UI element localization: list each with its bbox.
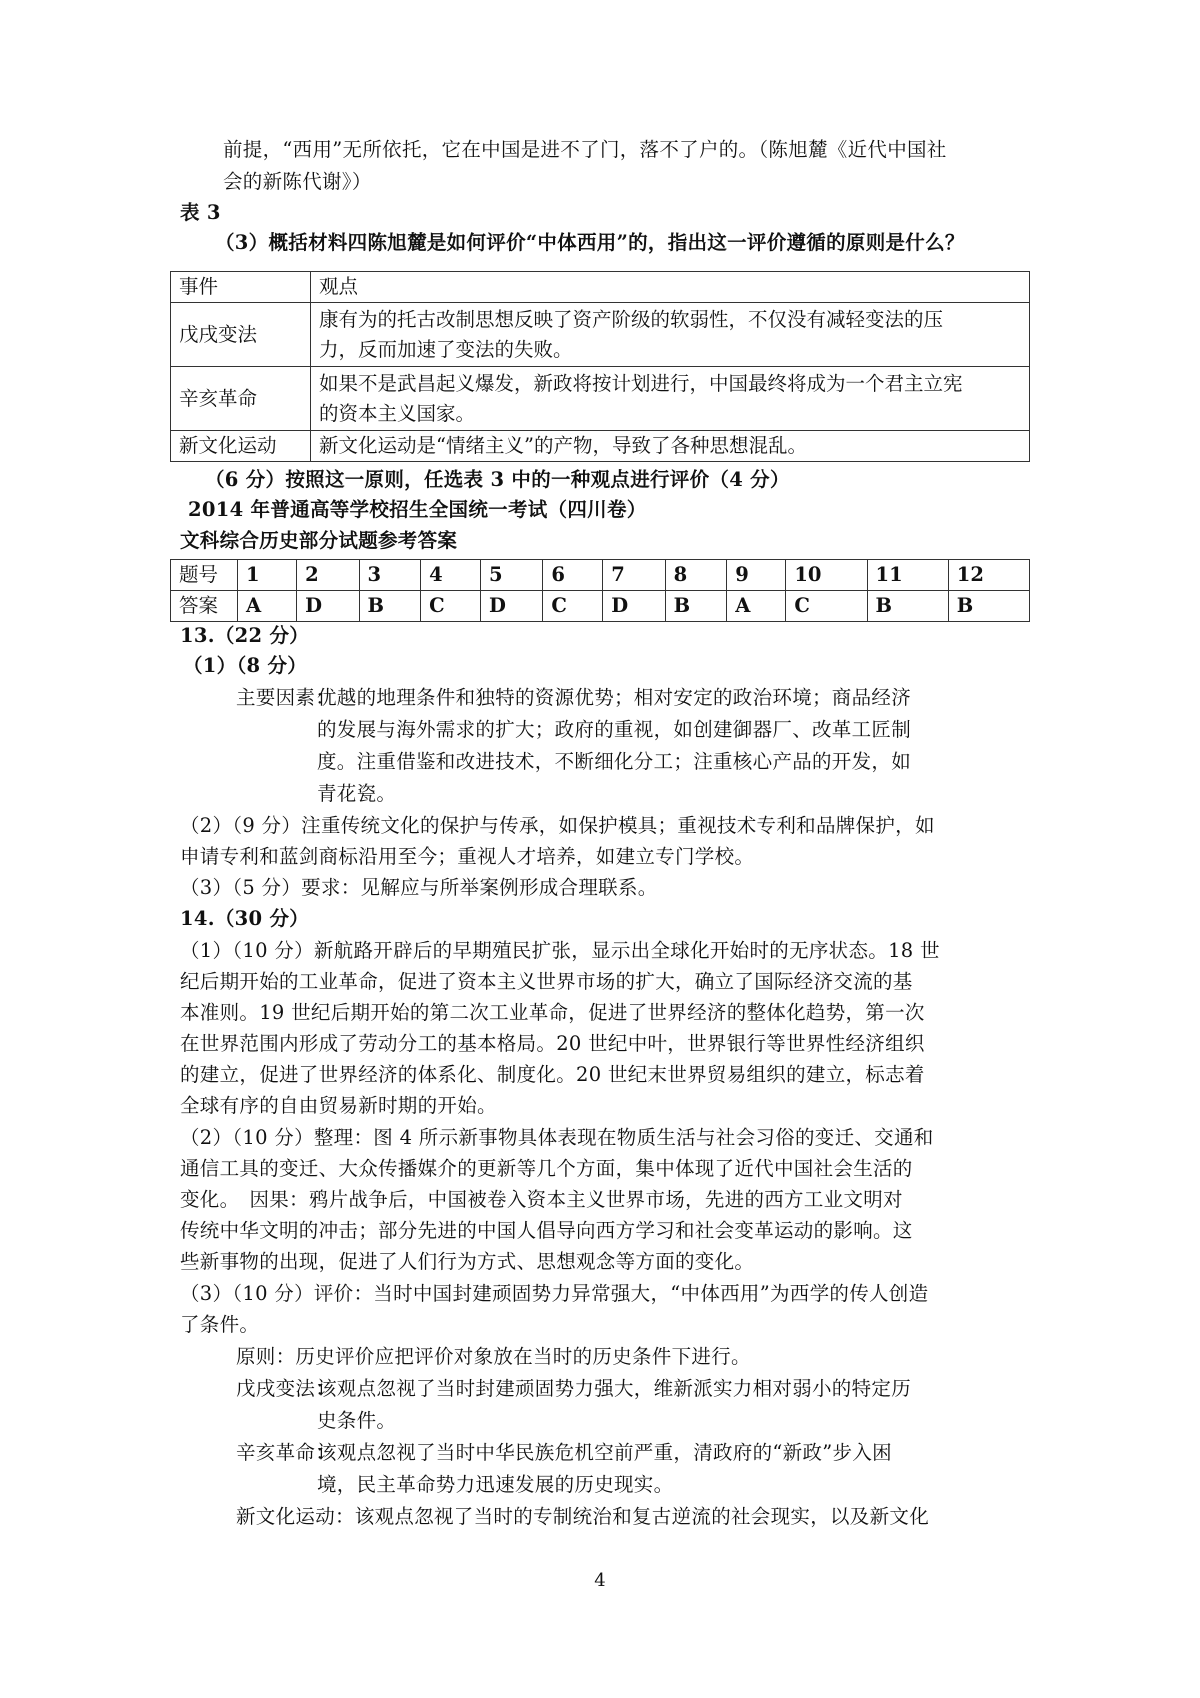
answer-line: （2）（9 分）注重传统文化的保护与传承，如保护模具；重视技术专利和品牌保护，如 xyxy=(180,814,935,837)
wuxu-label: 戊戌变法： xyxy=(236,1377,336,1400)
question-number-cell: 12 xyxy=(948,560,1029,591)
event-cell: 新文化运动 xyxy=(171,431,311,462)
table-row xyxy=(171,303,1030,367)
answer-line: 通信工具的变迁、大众传播媒介的更新等几个方面，集中体现了近代中国社会生活的 xyxy=(180,1157,913,1180)
event-cell: 戊戌变法 xyxy=(171,303,311,367)
question-number-cell: 4 xyxy=(421,560,481,591)
viewpoint-cell xyxy=(311,367,1030,431)
exam-title: 2014 年普通高等学校招生全国统一考试（四川卷） xyxy=(188,498,647,521)
answer-cell: D xyxy=(480,591,542,622)
answer-line: 的建立，促进了世界经济的体系化、制度化。20 世纪末世界贸易组织的建立，标志着 xyxy=(180,1063,925,1086)
principle-line: 原则：历史评价应把评价对象放在当时的历史条件下进行。 xyxy=(236,1345,751,1368)
xinhai-label: 辛亥革命： xyxy=(236,1441,336,1464)
answer-line: 申请专利和蓝剑商标沿用至今；重视人才培养，如建立专门学校。 xyxy=(180,845,755,868)
header-cell: 事件 xyxy=(171,272,311,303)
answer-line: 纪后期开始的工业革命，促进了资本主义世界市场的扩大，确立了国际经济交流的基 xyxy=(180,970,913,993)
answer-cell: B xyxy=(665,591,727,622)
q13-header: 13.（22 分） xyxy=(180,624,310,647)
table-row xyxy=(171,367,1030,431)
answer-line: 本准则。19 世纪后期开始的第二次工业革命，促进了世界经济的整体化趋势，第一次 xyxy=(180,1001,925,1024)
answer-line: 该观点忽视了当时中华民族危机空前严重，清政府的“新政”步入困 xyxy=(317,1441,892,1464)
viewpoint-line: 如果不是武昌起义爆发，新政将按计划进行，中国最终将成为一个君主立宪 xyxy=(319,371,963,395)
answer-line: 优越的地理条件和独特的资源优势；相对安定的政治环境；商品经济 xyxy=(317,686,912,709)
answer-line: 青花瓷。 xyxy=(317,782,397,805)
viewpoint-line: 的资本主义国家。 xyxy=(319,401,476,425)
answer-title: 文科综合历史部分试题参考答案 xyxy=(180,529,458,552)
question-number-cell: 1 xyxy=(238,560,297,591)
viewpoint-cell: 新文化运动是“情绪主义”的产物，导致了各种思想混乱。 xyxy=(311,431,1030,462)
viewpoint-cell xyxy=(311,303,1030,367)
answer-table xyxy=(170,559,1030,622)
material-text-line: 会的新陈代谢》） xyxy=(223,170,372,193)
q14-header: 14.（30 分） xyxy=(180,907,310,930)
question-number-cell: 5 xyxy=(480,560,542,591)
answer-cell: A xyxy=(727,591,786,622)
q13-part1-label: 主要因素： xyxy=(236,686,336,709)
question-3-tail: （6 分）按照这一原则，任选表 3 中的一种观点进行评价（4 分） xyxy=(205,468,790,491)
answer-cell: B xyxy=(359,591,421,622)
answer-line: 该观点忽视了当时封建顽固势力强大，维新派实力相对弱小的特定历 xyxy=(317,1377,912,1400)
table-row xyxy=(171,431,1030,462)
question-number-cell: 2 xyxy=(297,560,359,591)
answer-cell: C xyxy=(421,591,481,622)
answer-line: 变化。 因果：鸦片战争后，中国被卷入资本主义世界市场，先进的西方工业文明对 xyxy=(180,1188,903,1211)
answer-line: 了条件。 xyxy=(180,1313,260,1336)
question-number-cell: 3 xyxy=(359,560,421,591)
answer-cell: D xyxy=(603,591,665,622)
answer-cell: B xyxy=(948,591,1029,622)
answer-line: 全球有序的自由贸易新时期的开始。 xyxy=(180,1094,497,1117)
question-number-cell: 8 xyxy=(665,560,727,591)
viewpoint-line: 力，反而加速了变法的失败。 xyxy=(319,337,573,361)
row-label: 答案 xyxy=(171,591,238,622)
answer-line: 度。注重借鉴和改进技术，不断细化分工；注重核心产品的开发，如 xyxy=(317,750,912,773)
material-text-line: 前提，“西用”无所依托，它在中国是进不了门，落不了户的。（陈旭麓《近代中国社 xyxy=(223,138,947,161)
answer-line: （2）（10 分）整理：图 4 所示新事物具体表现在物质生活与社会习俗的变迁、交通和 xyxy=(180,1126,934,1149)
answer-line: （3）（10 分）评价：当时中国封建顽固势力异常强大，“中体西用”为西学的传人创造 xyxy=(180,1282,929,1305)
q13-part1-header: （1）（8 分） xyxy=(183,654,308,677)
answer-line: 新文化运动：该观点忽视了当时的专制统治和复古逆流的社会现实，以及新文化 xyxy=(236,1505,930,1528)
answer-line: 在世界范围内形成了劳动分工的基本格局。20 世纪中叶，世界银行等世界性经济组织 xyxy=(180,1032,925,1055)
event-cell: 辛亥革命 xyxy=(171,367,311,431)
table-caption: 表 3 xyxy=(180,201,221,224)
question-number-cell: 10 xyxy=(786,560,867,591)
page-number: 4 xyxy=(594,1570,606,1591)
answer-cell: A xyxy=(238,591,297,622)
answer-cell: C xyxy=(786,591,867,622)
answer-row xyxy=(171,591,1030,622)
answer-cell: B xyxy=(867,591,948,622)
answer-line: 的发展与海外需求的扩大；政府的重视，如创建御器厂、改革工匠制 xyxy=(317,718,912,741)
row-label: 题号 xyxy=(171,560,238,591)
question-number-cell: 7 xyxy=(603,560,665,591)
table-3 xyxy=(170,271,1030,462)
header-cell: 观点 xyxy=(311,272,1030,303)
table-header-row xyxy=(171,272,1030,303)
question-number-cell: 6 xyxy=(543,560,603,591)
answer-line: 些新事物的出现，促进了人们行为方式、思想观念等方面的变化。 xyxy=(180,1250,755,1273)
question-number-cell: 11 xyxy=(867,560,948,591)
question-3: （3）概括材料四陈旭麓是如何评价“中体西用”的，指出这一评价遵循的原则是什么？ xyxy=(215,231,965,254)
answer-cell: C xyxy=(543,591,603,622)
number-row xyxy=(171,560,1030,591)
answer-line: 境，民主革命势力迅速发展的历史现实。 xyxy=(317,1473,674,1496)
question-number-cell: 9 xyxy=(727,560,786,591)
answer-line: （3）（5 分）要求：见解应与所举案例形成合理联系。 xyxy=(180,876,658,899)
answer-line: （1）（10 分）新航路开辟后的早期殖民扩张，显示出全球化开始时的无序状态。18 世 xyxy=(180,939,940,962)
answer-line: 史条件。 xyxy=(317,1409,397,1432)
answer-line: 传统中华文明的冲击；部分先进的中国人倡导向西方学习和社会变革运动的影响。这 xyxy=(180,1219,913,1242)
viewpoint-line: 康有为的托古改制思想反映了资产阶级的软弱性，不仅没有减轻变法的压 xyxy=(319,307,944,331)
answer-cell: D xyxy=(297,591,359,622)
